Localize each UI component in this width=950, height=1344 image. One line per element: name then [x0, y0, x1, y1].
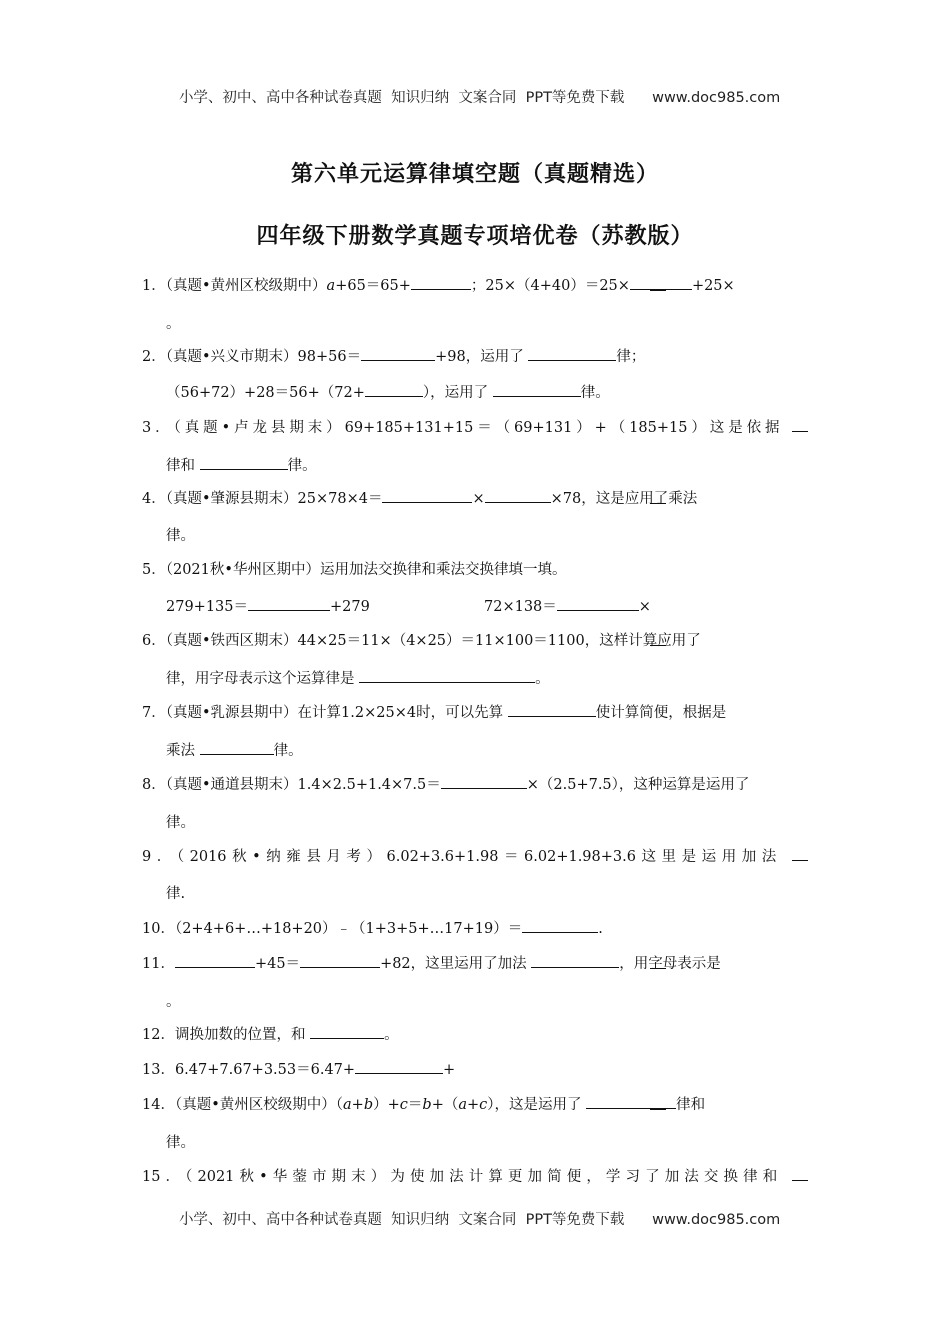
question-text: 律。 — [273, 743, 303, 759]
question-text: （真题•通道县期末） — [165, 777, 298, 793]
question-14-cont — [166, 1131, 808, 1152]
question-text: 14． — [142, 1097, 175, 1113]
answer-blank[interactable] — [650, 489, 666, 504]
answer-blank[interactable] — [175, 953, 255, 968]
question-text: 15． — [142, 1169, 186, 1185]
question-text: 5． — [142, 562, 166, 578]
question-5-cont — [166, 595, 808, 616]
answer-blank[interactable] — [650, 276, 666, 291]
question-8-cont — [166, 811, 808, 832]
header-site: www.doc985.com — [652, 90, 781, 106]
question-text: +65＝65+ — [335, 278, 411, 294]
answer-blank[interactable] — [792, 1166, 808, 1181]
question-text: 律。 — [166, 815, 195, 831]
answer-blank[interactable] — [200, 740, 274, 755]
answer-blank[interactable] — [650, 1095, 666, 1110]
answer-blank[interactable] — [411, 275, 471, 290]
question-text: 6.02+3.6+1.98＝6.02+1.98+3.6这里是运用加法 — [386, 849, 782, 865]
question-text: 。 — [535, 671, 550, 687]
answer-blank[interactable] — [359, 668, 535, 683]
question-text: 44×25＝11×（4×25）＝11×100＝1100，这样计算应用了 — [297, 633, 701, 649]
question-text: 律，用字母表示这个运算律是 — [166, 671, 355, 687]
question-14: 14．（真题•黄州区校级期中）（a+b）+c＝b+（a+c），这是运用了 律和 — [142, 1093, 808, 1114]
question-1-cont — [166, 312, 808, 333]
question-4-cont — [166, 524, 808, 545]
question-text: + — [443, 1062, 456, 1078]
page-subtitle: 四年级下册数学真题专项培优卷（苏教版） — [256, 224, 694, 249]
question-text: 12． — [142, 1027, 175, 1043]
question-text: +45＝ — [254, 956, 301, 972]
question-text: +279 — [330, 599, 370, 615]
question-6 — [142, 629, 808, 650]
question-text: 律。 — [166, 1135, 195, 1151]
answer-blank[interactable] — [650, 631, 666, 646]
question-text: 律和 — [166, 458, 195, 474]
question-2 — [142, 345, 808, 366]
answer-blank[interactable] — [200, 455, 288, 470]
question-11 — [142, 952, 808, 973]
question-text: × — [638, 599, 651, 615]
answer-blank[interactable] — [557, 596, 639, 611]
question-2-cont — [166, 381, 808, 402]
question-text: （2021秋•华蓥市期末） — [185, 1169, 391, 1185]
question-text: 9． — [142, 849, 177, 865]
question-text: 98+56＝ — [297, 349, 362, 365]
answer-blank[interactable] — [531, 953, 619, 968]
question-3-cont — [166, 454, 808, 475]
question-text: （2+4+6+…+18+20）﹣（1+3+5+…17+19）＝ — [174, 921, 523, 937]
question-text: 7． — [142, 705, 166, 721]
answer-blank[interactable] — [441, 774, 527, 789]
page-header — [0, 70, 950, 107]
question-text: +82，这里运用了加法 — [380, 956, 527, 972]
question-9 — [142, 845, 808, 866]
question-5 — [142, 558, 808, 579]
question-text: 使计算简便，根据是 — [595, 705, 727, 721]
question-text: 3． — [142, 420, 174, 436]
answer-blank[interactable] — [355, 1059, 443, 1074]
question-9-cont — [166, 882, 808, 903]
answer-blank[interactable] — [300, 953, 380, 968]
footer-site: www.doc985.com — [652, 1212, 781, 1228]
question-text: 。 — [166, 994, 181, 1010]
page-title: 第六单元运算律填空题（真题精选） — [290, 162, 659, 187]
question-12 — [142, 1023, 808, 1044]
question-text: 10． — [142, 921, 175, 937]
question-text: 2． — [142, 349, 166, 365]
question-text: （2016秋•纳雍县月考） — [176, 849, 387, 865]
question-4 — [142, 487, 808, 508]
question-text: 6． — [142, 633, 166, 649]
question-text: （真题•铁西区期末） — [165, 633, 298, 649]
question-text: 律. — [166, 886, 186, 902]
question-text: （真题•兴义市期末） — [165, 349, 298, 365]
answer-blank[interactable] — [365, 382, 423, 397]
question-text: 调换加数的位置，和 — [174, 1027, 306, 1043]
question-text: × — [472, 491, 485, 507]
question-13 — [142, 1058, 808, 1079]
question-text: 为使加法计算更加简便，学习了加法交换律和 — [390, 1169, 783, 1185]
answer-blank[interactable] — [382, 488, 472, 503]
answer-blank[interactable] — [310, 1024, 384, 1039]
question-text: 1.4×2.5+1.4×7.5＝ — [297, 777, 441, 793]
question-8 — [142, 773, 808, 794]
question-text: （2021秋•华州区期中） — [165, 562, 320, 578]
question-11-cont — [166, 990, 808, 1011]
question-text: 。 — [166, 316, 181, 332]
question-text: ×78，这是应用了乘法 — [550, 491, 698, 507]
answer-blank[interactable] — [650, 954, 666, 969]
question-1: 1．（真题•黄州区校级期中）a+65＝65+ ；25×（4+40）＝25× +25× — [142, 274, 808, 295]
question-text: （真题•肇源县期末） — [165, 491, 298, 507]
answer-blank[interactable] — [522, 918, 598, 933]
question-text: （真题•乳源县期中） — [165, 705, 298, 721]
question-text: 律和 — [676, 1097, 706, 1113]
question-6-cont — [166, 667, 808, 688]
question-text: 4． — [142, 491, 166, 507]
question-text: +25× — [691, 278, 735, 294]
question-text: 11． — [142, 956, 175, 972]
answer-blank[interactable] — [248, 596, 330, 611]
question-text: （真题•黄州区校级期中） — [174, 1097, 336, 1113]
answer-blank[interactable] — [792, 846, 808, 861]
question-text: 律。 — [287, 458, 317, 474]
question-text: 乘法 — [166, 743, 195, 759]
question-text: 在计算1.2×25×4时，可以先算 — [297, 705, 504, 721]
question-text: （56+72）+28＝56+（72+ — [166, 385, 365, 401]
answer-blank[interactable] — [508, 702, 596, 717]
question-text: ；25×（4+40）＝25× — [470, 278, 630, 294]
question-text: 8． — [142, 777, 166, 793]
question-10 — [142, 917, 808, 938]
question-text: ×（2.5+7.5），这种运算是运用了 — [526, 777, 750, 793]
page-footer — [0, 1192, 950, 1229]
question-text: 律； — [616, 349, 646, 365]
question-text: 。 — [384, 1027, 399, 1043]
question-text: 279+135＝ — [166, 599, 249, 615]
question-text: 1． — [142, 278, 166, 294]
question-text: ），运用了 — [422, 385, 489, 401]
header-text: 小学、初中、高中各种试卷真题 知识归纳 文案合同 PPT等免费下载 — [178, 90, 625, 106]
answer-blank[interactable] — [485, 488, 551, 503]
question-7-cont — [166, 739, 808, 760]
answer-blank[interactable] — [493, 382, 581, 397]
footer-text: 小学、初中、高中各种试卷真题 知识归纳 文案合同 PPT等免费下载 — [178, 1212, 625, 1228]
question-text: 律。 — [166, 528, 195, 544]
question-text: 律。 — [580, 385, 610, 401]
question-text: ，用字母表示是 — [619, 956, 721, 972]
question-text: （真题•黄州区校级期中） — [165, 278, 327, 294]
question-text: 6.47+7.67+3.53＝6.47+ — [174, 1062, 356, 1078]
answer-blank[interactable] — [792, 417, 808, 432]
question-text: 13． — [142, 1062, 175, 1078]
question-15 — [142, 1165, 808, 1186]
question-text: . — [598, 921, 603, 937]
answer-blank[interactable] — [361, 346, 435, 361]
question-text: （真题•卢龙县期末） — [173, 420, 345, 436]
question-text: +98，运用了 — [435, 349, 524, 365]
question-text: 69+185+131+15＝（69+131）+（185+15）这是依据 — [344, 420, 784, 436]
question-3 — [142, 416, 808, 437]
question-text: 运用加法交换律和乘法交换律填一填。 — [319, 562, 567, 578]
question-text: 25×78×4＝ — [297, 491, 383, 507]
question-text: 72×138＝ — [484, 599, 557, 615]
question-7 — [142, 701, 808, 722]
answer-blank[interactable] — [528, 346, 616, 361]
